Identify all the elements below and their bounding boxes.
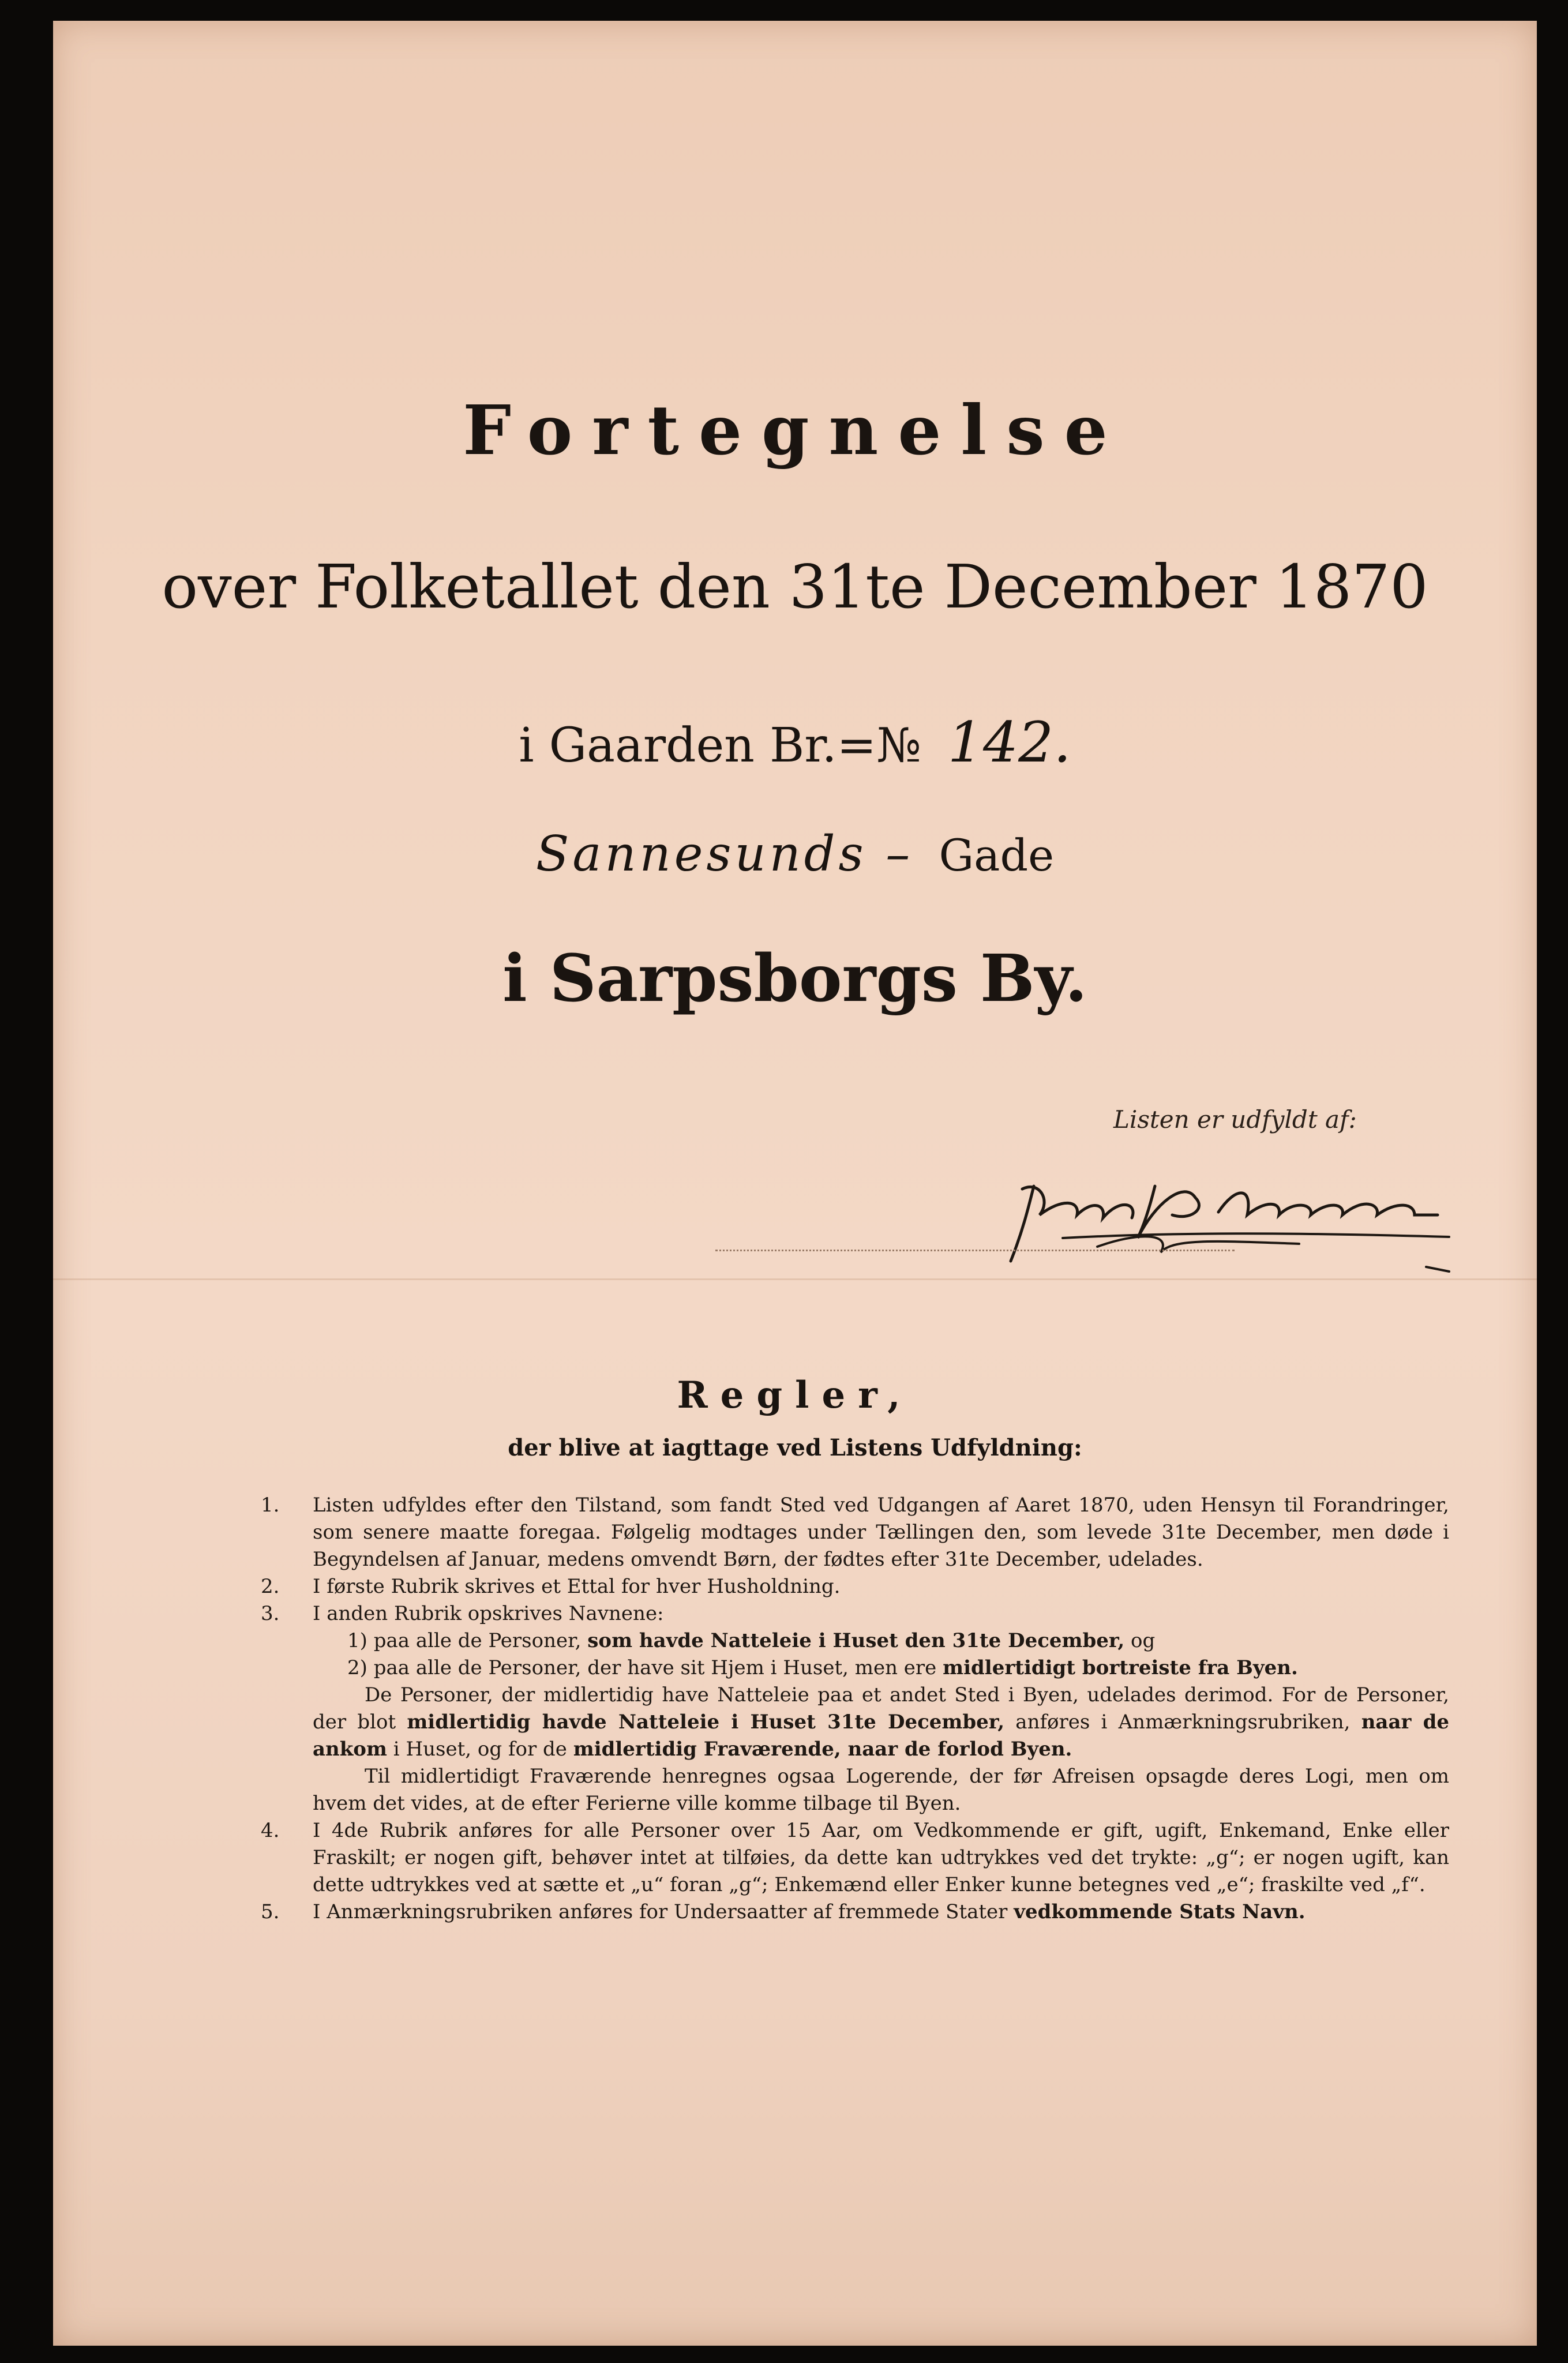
filled-by-label: Listen er udfyldt af: bbox=[1113, 1105, 1357, 1134]
census-form-sheet bbox=[53, 21, 1537, 2346]
property-number-line bbox=[53, 710, 1537, 775]
rules-subtitle: der blive at iagttage ved Listens Udfyldning: bbox=[508, 1434, 1082, 1461]
rule-3 bbox=[261, 1600, 1449, 1817]
street-name-handwritten: Sannesunds – bbox=[535, 826, 914, 882]
rule-3-item-2 bbox=[313, 1655, 1449, 1682]
rule-3-paragraph-temporary bbox=[313, 1682, 1449, 1763]
form-title: Fortegnelse bbox=[463, 390, 1127, 470]
rule-text: 2) paa alle de Personer, der have sit Hjem i Huset, men ere bbox=[347, 1656, 937, 1679]
property-number-handwritten: 142. bbox=[947, 710, 1071, 775]
rule-3-item-1 bbox=[313, 1627, 1449, 1655]
rules-title: Regler, bbox=[677, 1374, 913, 1417]
town-heading: i Sarpsborgs By. bbox=[502, 941, 1087, 1017]
rule-text: I 4de Rubrik anføres for alle Personer over 15 Aar, om Vedkommende er gift, ugift, Enkemand, Enke eller Fraskilt; er nogen gift, behøver intet at tilføies, da dette kan udtrykkes ved det trykte: „g“; er nogen ugift, kan dette udtrykkes ved at sætte et „u“ foran „g“; Enkemænd eller Enker kunne betegnes ved „e“; fraskilte ved „f“. bbox=[313, 1819, 1449, 1896]
rule-number: 5. bbox=[261, 1900, 280, 1923]
rule-number: 1. bbox=[261, 1494, 280, 1517]
rule-text: I anden Rubrik opskrives Navnene: bbox=[313, 1602, 664, 1625]
paper-fold bbox=[53, 1278, 1537, 1280]
rule-5 bbox=[261, 1899, 1449, 1926]
handwritten-signature bbox=[999, 1146, 1472, 1278]
rule-emphasis: midlertidigt bortreiste fra Byen. bbox=[943, 1656, 1298, 1679]
form-subtitle: over Folketallet den 31te December 1870 bbox=[162, 552, 1428, 622]
rule-emphasis: naar de ankom bbox=[313, 1711, 1450, 1761]
rule-3-paragraph-lodgers: Til midlertidigt Fraværende henregnes ogsaa Logerende, der før Afreisen opsagde deres Logi, men om hvem det vides, at de efter Ferierne ville komme tilbage til Byen. bbox=[313, 1765, 1449, 1815]
rule-2 bbox=[261, 1573, 1449, 1600]
rule-text: i Huset, og for de bbox=[393, 1738, 567, 1761]
rule-number: 3. bbox=[261, 1602, 280, 1625]
rule-emphasis: midlertidig havde Natteleie i Huset 31te December, bbox=[407, 1711, 1005, 1734]
rule-text: anføres i Anmærkningsrubriken, bbox=[1015, 1711, 1351, 1734]
rule-text: Listen udfyldes efter den Tilstand, som fandt Sted ved Udgangen af Aaret 1870, uden Hensyn til Forandringer, som senere maatte foregaa. Følgelig modtages under Tællingen den, som levede 31te December, men døde i Begyndelsen af Januar, medens omvendt Børn, der fødtes efter 31te December, udelades. bbox=[313, 1494, 1449, 1571]
rule-text: I Anmærkningsrubriken anføres for Undersaatter af fremmede Stater bbox=[313, 1900, 1008, 1923]
rules-list bbox=[261, 1492, 1449, 1926]
rule-text: og bbox=[1131, 1629, 1156, 1652]
rule-text: De Personer, der midlertidig have Natteleie paa et andet Sted i Byen, udelades derimod. For de Personer, der blot bbox=[313, 1683, 1449, 1734]
rule-emphasis: som havde Natteleie i Huset den 31te December, bbox=[587, 1629, 1125, 1652]
rule-emphasis: vedkommende Stats Navn. bbox=[1014, 1900, 1306, 1923]
rule-1 bbox=[261, 1492, 1449, 1573]
rule-number: 2. bbox=[261, 1575, 280, 1598]
rule-emphasis: midlertidig Fraværende, naar de forlod Byen. bbox=[573, 1738, 1072, 1761]
signature-dotted-line bbox=[715, 1250, 1235, 1251]
rule-4 bbox=[261, 1817, 1449, 1899]
rule-number: 4. bbox=[261, 1819, 280, 1842]
rule-text: I første Rubrik skrives et Ettal for hver Husholdning. bbox=[313, 1575, 841, 1598]
rule-text: 1) paa alle de Personer, bbox=[347, 1629, 582, 1652]
street-line bbox=[53, 826, 1537, 882]
property-number-label: i Gaarden Br.=№ bbox=[519, 718, 921, 773]
street-suffix: Gade bbox=[939, 830, 1055, 881]
